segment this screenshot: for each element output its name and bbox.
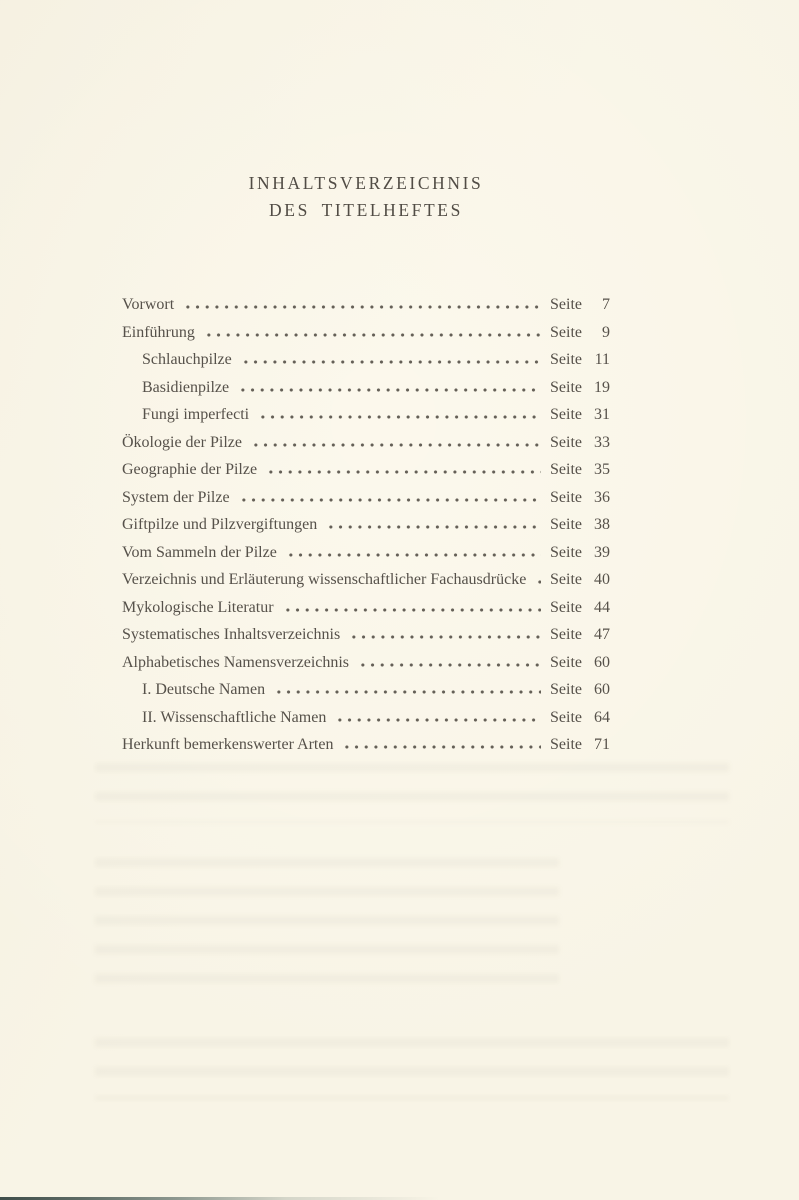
- page-number: 47: [594, 626, 610, 643]
- toc-entry: [122, 676, 610, 704]
- seite-label: Seite: [550, 516, 582, 533]
- toc-title-line1: INHALTSVERZEICHNIS: [248, 173, 484, 193]
- toc-page-ref: [550, 566, 610, 594]
- reverse-side-showthrough: [95, 1038, 729, 1100]
- page-number: 60: [594, 653, 610, 671]
- toc-page-ref: [550, 319, 610, 347]
- toc-entry: [122, 319, 610, 347]
- dot-leader: [533, 580, 541, 584]
- dot-leader: [272, 690, 541, 694]
- toc-title: [122, 170, 610, 224]
- toc-entry: [122, 621, 610, 649]
- toc-entry-label: II. Wissenschaftliche Namen: [142, 708, 327, 726]
- page-number: 39: [594, 543, 610, 561]
- seite-label: Seite: [550, 488, 582, 506]
- toc-entry-label: Alphabetisches Namensverzeichnis: [122, 653, 350, 671]
- toc-entry-label: Fungi imperfecti: [142, 406, 250, 423]
- toc-page-ref: [550, 621, 610, 649]
- dot-leader: [202, 333, 541, 337]
- page-number: 33: [594, 433, 610, 451]
- page-number: 71: [594, 736, 610, 753]
- page-number: 44: [594, 598, 610, 616]
- seite-label: Seite: [550, 543, 582, 561]
- seite-label: Seite: [550, 323, 582, 341]
- dot-leader: [236, 388, 541, 392]
- seite-label: Seite: [550, 378, 582, 396]
- page-number: 9: [602, 323, 610, 341]
- toc-entry: [122, 511, 610, 539]
- toc-page-ref: [550, 346, 610, 374]
- page-number: 36: [594, 488, 610, 506]
- dot-leader: [347, 635, 541, 639]
- page-number: 11: [594, 351, 610, 368]
- dot-leader: [237, 498, 541, 502]
- toc-entry-label: Herkunft bemerkenswerter Arten: [122, 736, 334, 753]
- seite-label: Seite: [550, 708, 582, 726]
- toc-entry-label: Geographie der Pilze: [122, 461, 258, 478]
- dot-leader: [333, 718, 541, 722]
- toc-entry-label: Einführung: [122, 323, 195, 341]
- dot-leader: [256, 415, 541, 419]
- toc-entry: [122, 429, 610, 457]
- seite-label: Seite: [550, 626, 582, 643]
- toc-entry-label: Giftpilze und Pilzvergiftungen: [122, 516, 318, 533]
- toc-page-ref: [550, 649, 610, 677]
- toc-list: [122, 291, 610, 759]
- toc-page-ref: [550, 456, 610, 484]
- reverse-side-showthrough: [95, 858, 559, 993]
- seite-label: Seite: [550, 433, 582, 451]
- dot-leader: [284, 553, 541, 557]
- seite-label: Seite: [550, 598, 582, 616]
- toc-entry: [122, 374, 610, 402]
- dot-leader: [249, 443, 541, 447]
- toc-page-ref: [550, 594, 610, 622]
- page-number: 19: [594, 378, 610, 396]
- page-number: 31: [594, 406, 610, 423]
- toc-page-ref: [550, 676, 610, 704]
- toc-page-ref: [550, 401, 610, 429]
- page-number: 64: [594, 708, 610, 726]
- dot-leader: [356, 663, 541, 667]
- seite-label: Seite: [550, 461, 582, 478]
- toc-entry: [122, 291, 610, 319]
- dot-leader: [340, 745, 541, 749]
- dot-leader: [264, 470, 541, 474]
- toc-page-ref: [550, 374, 610, 402]
- toc-page-ref: [550, 704, 610, 732]
- page-number: 60: [594, 681, 610, 698]
- toc-entry-label: Verzeichnis und Erläuterung wissenschaftlicher Fachausdrücke: [122, 571, 527, 588]
- seite-label: Seite: [550, 681, 582, 698]
- toc-page-ref: [550, 429, 610, 457]
- toc-entry: [122, 566, 610, 594]
- toc-entry-label: Basidienpilze: [142, 378, 230, 396]
- toc-entry: [122, 649, 610, 677]
- seite-label: Seite: [550, 571, 582, 588]
- dot-leader: [281, 608, 541, 612]
- toc-entry: [122, 484, 610, 512]
- toc-entry-label: Schlauchpilze: [142, 351, 232, 368]
- dot-leader: [181, 305, 541, 309]
- toc-entry: [122, 704, 610, 732]
- reverse-side-showthrough: [95, 763, 729, 823]
- page-number: 38: [594, 516, 610, 533]
- toc-page-ref: [550, 511, 610, 539]
- toc-entry: [122, 731, 610, 759]
- toc-entry: [122, 401, 610, 429]
- seite-label: Seite: [550, 653, 582, 671]
- toc-entry: [122, 539, 610, 567]
- page-number: 35: [594, 461, 610, 478]
- toc-entry-label: Systematisches Inhaltsverzeichnis: [122, 626, 341, 643]
- seite-label: Seite: [550, 736, 582, 753]
- seite-label: Seite: [550, 351, 582, 368]
- toc-page-ref: [550, 731, 610, 759]
- toc-entry: [122, 346, 610, 374]
- toc-page-ref: [550, 291, 610, 319]
- toc-entry-label: Vom Sammeln der Pilze: [122, 543, 277, 561]
- dot-leader: [324, 525, 541, 529]
- toc-entry-label: Mykologische Literatur: [122, 598, 274, 616]
- seite-label: Seite: [550, 296, 582, 313]
- page-number: 7: [602, 296, 610, 313]
- seite-label: Seite: [550, 406, 582, 423]
- toc-entry: [122, 456, 610, 484]
- toc-entry-label: Ökologie der Pilze: [122, 433, 242, 451]
- dot-leader: [239, 360, 541, 364]
- toc-title-line2: DES TITELHEFTES: [269, 200, 463, 220]
- toc-entry: [122, 594, 610, 622]
- toc-page-ref: [550, 484, 610, 512]
- toc-entry-label: I. Deutsche Namen: [142, 681, 266, 698]
- page-number: 40: [594, 571, 610, 588]
- toc-entry-label: Vorwort: [122, 296, 175, 313]
- toc-entry-label: System der Pilze: [122, 488, 230, 506]
- toc-page-ref: [550, 539, 610, 567]
